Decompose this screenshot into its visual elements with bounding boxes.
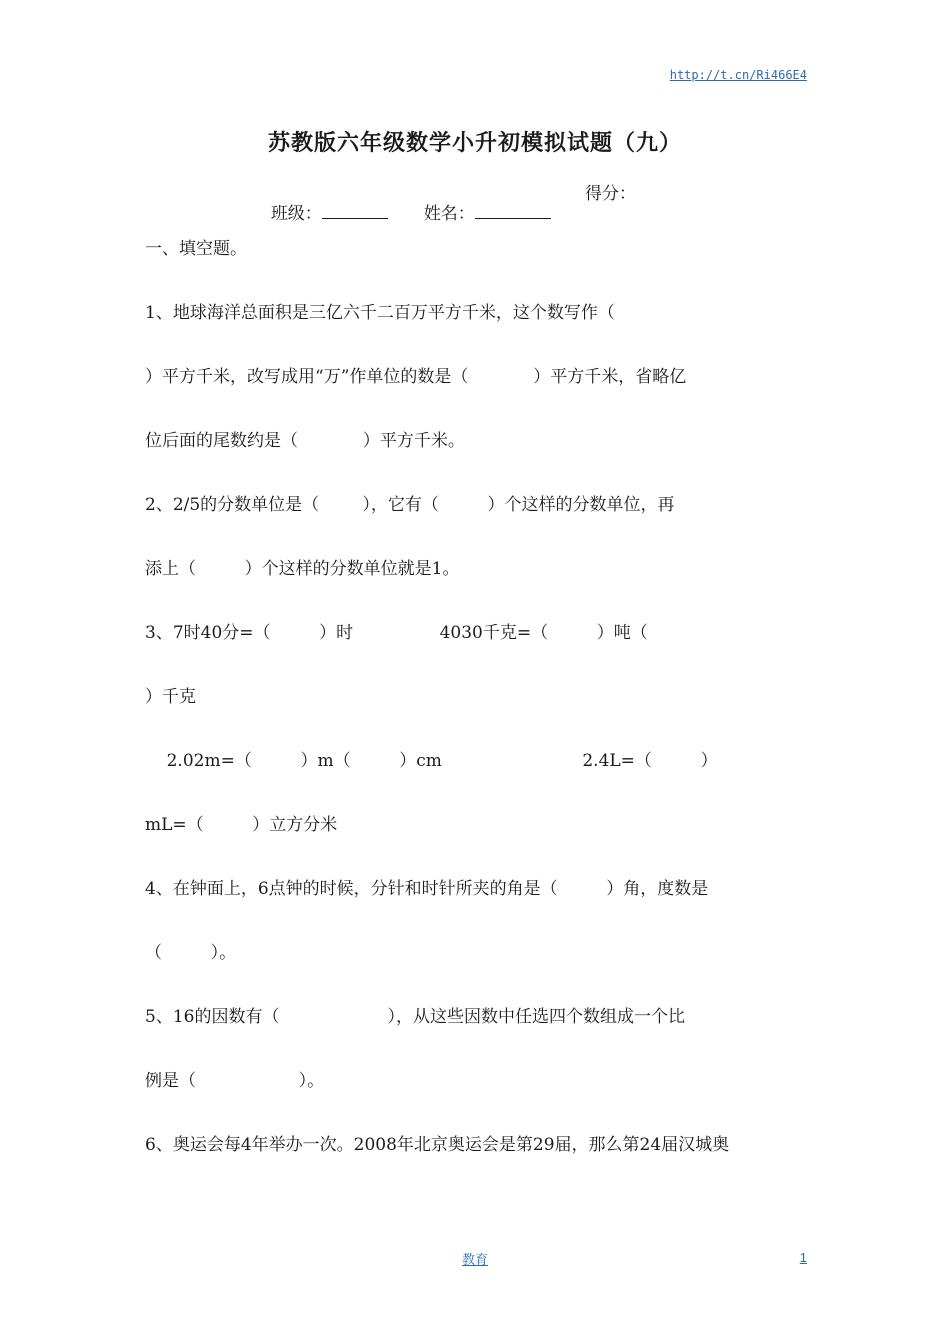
question-line: 2、2/5的分数单位是（ ），它有（ ）个这样的分数单位，再 [145, 495, 675, 515]
question-line: 3、7时40分=（ ）时 4030千克=（ ）吨（ [145, 623, 648, 643]
class-label: 班级： [270, 204, 322, 224]
name-label: 姓名： [423, 204, 475, 224]
section-heading: 一、填空题。 [145, 239, 247, 259]
question-line: 添上（ ）个这样的分数单位就是1。 [145, 559, 460, 579]
question-line: 位后面的尾数约是（ ）平方千米。 [145, 431, 465, 451]
footer-link[interactable]: 教育 [461, 1253, 488, 1268]
question-line: 4、在钟面上，6点钟的时候，分针和时针所夹的角是（ ）角，度数是 [145, 879, 709, 899]
page-title: 苏教版六年级数学小升初模拟试题（九） [267, 130, 682, 156]
question-line: ）平方千米，改写成用“万”作单位的数是（ ）平方千米，省略亿 [145, 367, 687, 387]
question-line: 5、16的因数有（ ），从这些因数中任选四个数组成一个比 [145, 1007, 686, 1027]
question-line: 6、奥运会每4年举办一次。2008年北京奥运会是第29届，那么第24届汉城奥 [145, 1135, 730, 1155]
question-line: 1、地球海洋总面积是三亿六千二百万平方千米，这个数写作（ [145, 303, 615, 323]
class-label-row [260, 179, 388, 224]
question-line: mL=（ ）立方分米 [145, 815, 338, 835]
class-blank [322, 204, 388, 219]
page-number: 1 [799, 1250, 807, 1265]
question-line: （ ）。 [145, 943, 237, 963]
header-link[interactable]: http://t.cn/Ri466E4 [669, 68, 807, 82]
question-line: 例是（ ）。 [145, 1071, 325, 1091]
name-blank [475, 204, 551, 219]
score-label: 得分： [585, 184, 636, 204]
question-line: 2.02m=（ ）m（ ）cm 2.4L=（ ） [145, 751, 718, 771]
name-label-row [413, 179, 551, 224]
question-line: ）千克 [145, 687, 196, 707]
